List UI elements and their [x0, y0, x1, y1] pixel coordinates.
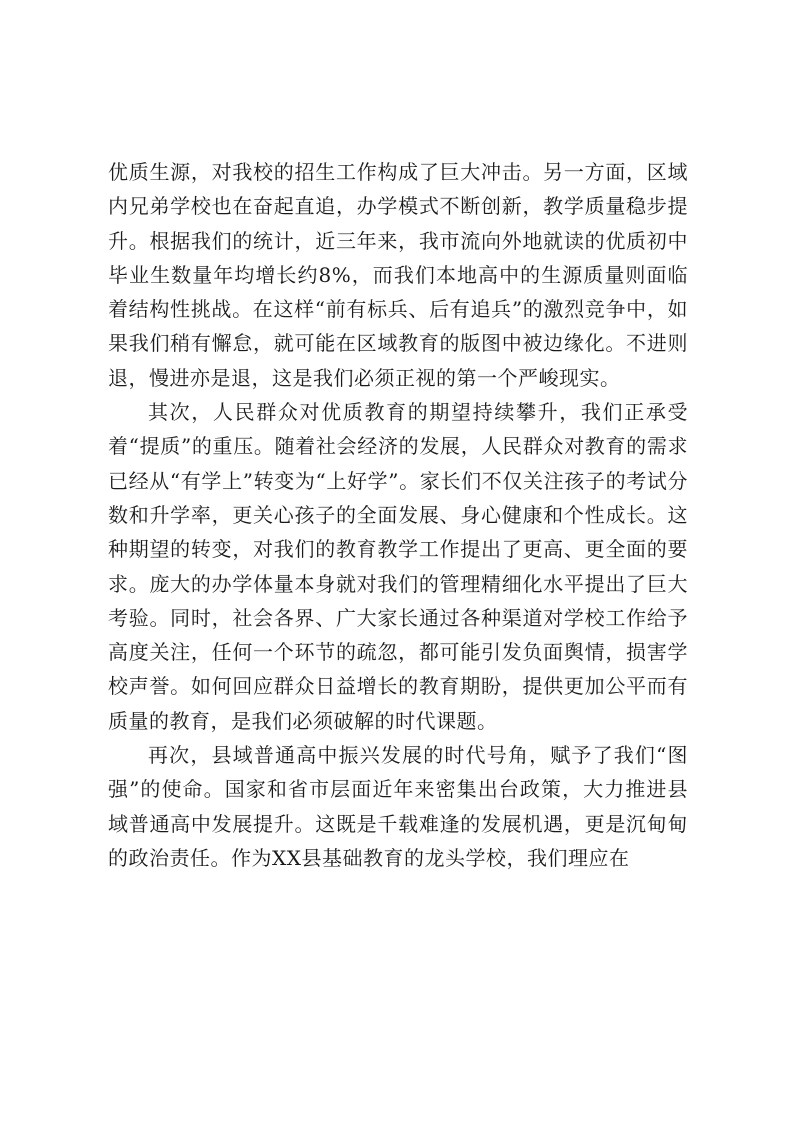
- paragraph-second-point: 其次，人民群众对优质教育的期望持续攀升，我们正承受着“提质”的重压。随着社会经济的发展，人民群众对教育的需求已经从“有学上”转变为“上好学”。家长们不仅关注孩子的考试分数和升学率，更关心孩子的全面发展、身心健康和个性成长。这种期望的转变，对我们的教育教学工作提出了更高、更全面的要求。庞大的办学体量本身就对我们的管理精细化水平提出了巨大考验。同时，社会各界、广大家长通过各种渠道对学校工作给予高度关注，任何一个环节的疏忽，都可能引发负面舆情，损害学校声誉。如何回应群众日益增长的教育期盼，提供更加公平而有质量的教育，是我们必须破解的时代课题。: [108, 400, 688, 733]
- paragraph-continuation: 优质生源，对我校的招生工作构成了巨大冲击。另一方面，区域内兄弟学校也在奋起直追，办学模式不断创新，教学质量稳步提升。根据我们的统计，近三年来，我市流向外地就读的优质初中毕业生数量年均增长约8%，而我们本地高中的生源质量则面临着结构性挑战。在这样“前有标兵、后有追兵”的激烈竞争中，如果我们稍有懈怠，就可能在区域教育的版图中被边缘化。不进则退，慢进亦是退，这是我们必须正视的第一个严峻现实。: [108, 160, 688, 390]
- paragraph-third-point: 再次，县域普通高中振兴发展的时代号角，赋予了我们“图强”的使命。国家和省市层面近年来密集出台政策，大力推进县域普通高中发展提升。这既是千载难逢的发展机遇，更是沉甸甸的政治责任。作为XX县基础教育的龙头学校，我们理应在: [108, 743, 688, 870]
- document-body: [108, 155, 688, 875]
